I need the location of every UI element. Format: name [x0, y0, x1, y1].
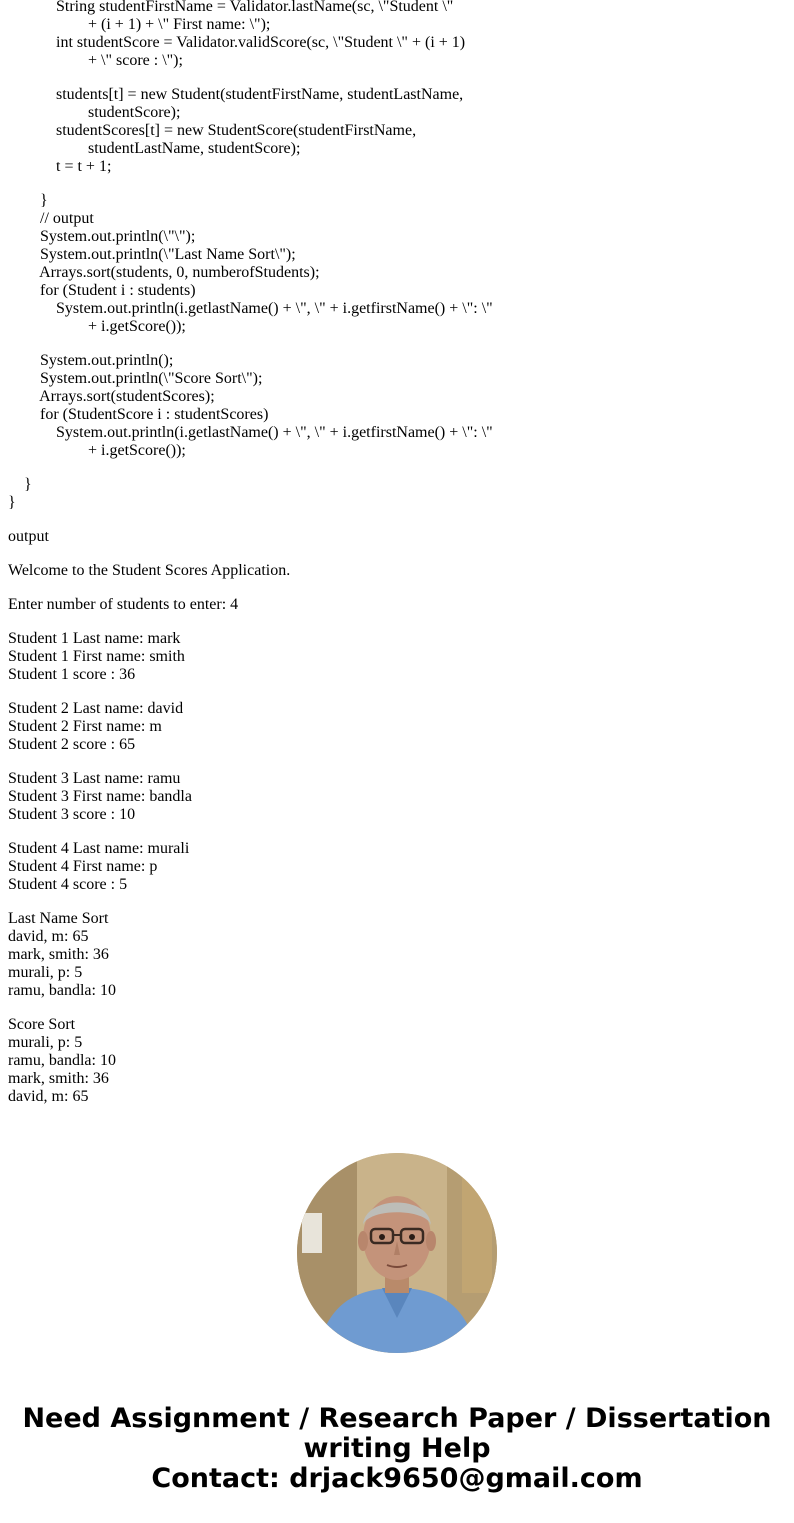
- text-line: studentLastName, studentScore);: [8, 140, 301, 157]
- text-line: + i.getScore());: [8, 318, 186, 335]
- text-line: Welcome to the Student Scores Application.: [8, 562, 291, 579]
- text-line: + (i + 1) + \" First name: \");: [8, 16, 271, 33]
- text-line: students[t] = new Student(studentFirstName, studentLastName,: [8, 86, 464, 103]
- text-line: ramu, bandla: 10: [8, 982, 116, 999]
- author-avatar: [297, 1153, 497, 1353]
- text-line: Arrays.sort(studentScores);: [8, 388, 215, 405]
- text-line: Student 4 First name: p: [8, 858, 158, 875]
- text-line: Student 3 Last name: ramu: [8, 770, 181, 787]
- text-line: Student 2 score : 65: [8, 736, 136, 753]
- text-line: System.out.println();: [8, 352, 174, 369]
- text-line: david, m: 65: [8, 928, 89, 945]
- text-line: studentScores[t] = new StudentScore(studentFirstName,: [8, 122, 417, 139]
- text-line: Arrays.sort(students, 0, numberofStudents);: [8, 264, 320, 281]
- person-photo-icon: [297, 1153, 497, 1353]
- text-line: }: [8, 192, 48, 209]
- text-line: String studentFirstName = Validator.lastName(sc, \"Student \": [8, 0, 454, 15]
- text-line: Student 1 Last name: mark: [8, 630, 181, 647]
- text-line: System.out.println(i.getlastName() + \", \" + i.getfirstName() + \": \": [8, 424, 493, 441]
- text-line: // output: [8, 210, 94, 227]
- text-line: Student 1 score : 36: [8, 666, 136, 683]
- text-line: mark, smith: 36: [8, 946, 109, 963]
- text-line: Student 1 First name: smith: [8, 648, 185, 665]
- text-line: ramu, bandla: 10: [8, 1052, 116, 1069]
- text-line: murali, p: 5: [8, 964, 83, 981]
- promo-line-2: writing Help: [303, 1433, 491, 1464]
- promo-line-1: Need Assignment / Research Paper / Dissertation: [22, 1403, 772, 1434]
- text-line: System.out.println(\"Score Sort\");: [8, 370, 263, 387]
- text-line: david, m: 65: [8, 1088, 89, 1105]
- text-line: Score Sort: [8, 1016, 76, 1033]
- text-line: Student 4 score : 5: [8, 876, 128, 893]
- text-line: Enter number of students to enter: 4: [8, 596, 239, 613]
- text-line: for (Student i : students): [8, 282, 196, 299]
- text-line: mark, smith: 36: [8, 1070, 109, 1087]
- text-line: Student 2 Last name: david: [8, 700, 184, 717]
- text-line: + \" score : \");: [8, 52, 183, 69]
- text-line: System.out.println(\"Last Name Sort\");: [8, 246, 296, 263]
- promo-contact: Contact: drjack9650@gmail.com: [151, 1463, 643, 1494]
- text-line: }: [8, 476, 32, 493]
- text-line: }: [8, 494, 16, 511]
- text-line: Student 3 First name: bandla: [8, 788, 192, 805]
- text-line: System.out.println(i.getlastName() + \", \" + i.getfirstName() + \": \": [8, 300, 493, 317]
- text-line: Last Name Sort: [8, 910, 109, 927]
- text-line: output: [8, 528, 49, 545]
- text-line: t = t + 1;: [8, 158, 112, 175]
- text-line: System.out.println(\"\");: [8, 228, 196, 245]
- text-line: murali, p: 5: [8, 1034, 83, 1051]
- text-line: int studentScore = Validator.validScore(sc, \"Student \" + (i + 1): [8, 34, 466, 51]
- text-line: for (StudentScore i : studentScores): [8, 406, 269, 423]
- text-line: Student 2 First name: m: [8, 718, 162, 735]
- text-line: studentScore);: [8, 104, 181, 121]
- text-line: + i.getScore());: [8, 442, 186, 459]
- text-line: Student 4 Last name: murali: [8, 840, 190, 857]
- text-line: Student 3 score : 10: [8, 806, 136, 823]
